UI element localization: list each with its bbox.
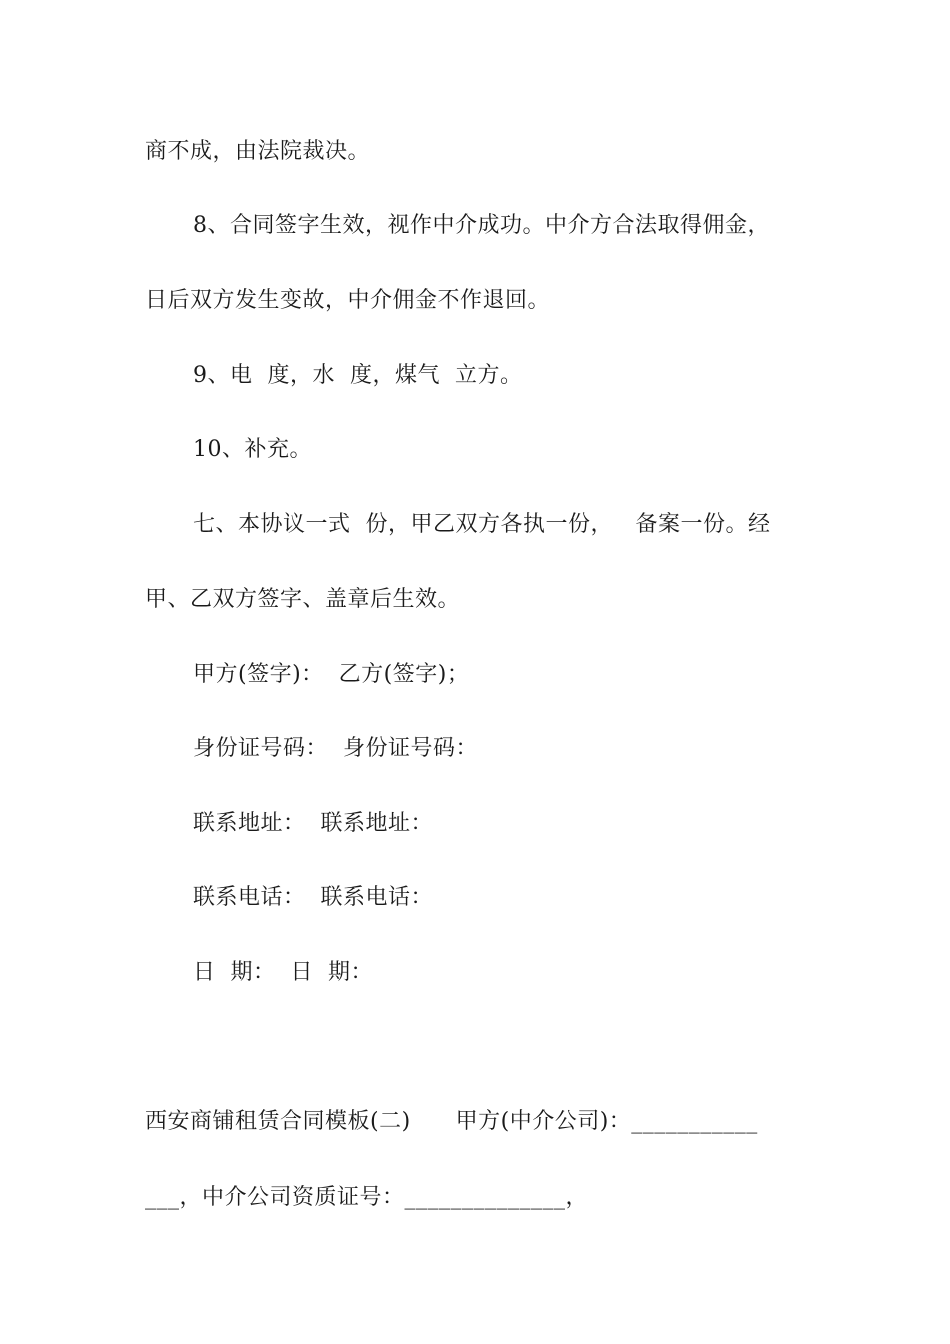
text-line: 甲、乙双方签字、盖章后生效。 [145, 587, 461, 612]
clause-7: 七、本协议一式 份，甲乙双方各执一份， 备案一份。经 [193, 512, 771, 537]
clause-8: 8、合同签字生效，视作中介成功。中介方合法取得佣金， [193, 213, 770, 238]
signature-line: 甲方(签字)： 乙方(签字)； [193, 662, 470, 687]
id-number-line: 身份证号码： 身份证号码： [193, 736, 478, 761]
template-title-line: 西安商铺租赁合同模板(二) 甲方(中介公司)：___________ [145, 1109, 758, 1134]
text-line: 商不成，由法院裁决。 [145, 139, 371, 164]
text-line: ___，中介公司资质证号：______________， [145, 1185, 589, 1210]
address-line: 联系地址： 联系地址： [193, 811, 433, 836]
clause-9: 9、电 度，水 度，煤气 立方。 [193, 363, 523, 388]
phone-line: 联系电话： 联系电话： [193, 885, 433, 910]
text-line: 日后双方发生变故，中介佣金不作退回。 [145, 288, 551, 313]
date-line: 日 期： 日 期： [193, 960, 373, 985]
clause-10: 10、补充。 [193, 437, 312, 462]
